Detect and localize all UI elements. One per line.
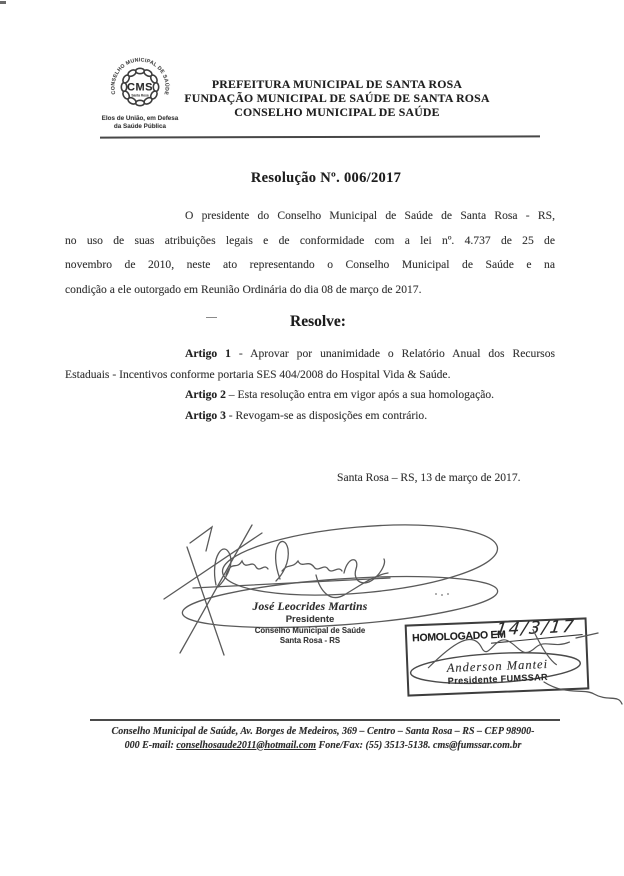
signer-name: José Leocrides Martins	[252, 601, 368, 613]
logo-tagline-line1: Elos de União, em Defesa	[101, 115, 179, 122]
signer-org: Conselho Municipal de Saúde	[254, 626, 366, 635]
stamp-signer-role: Presidente FUMSSAR	[447, 671, 549, 686]
article-2-line	[65, 385, 555, 406]
letterhead	[137, 77, 537, 120]
letterhead-line1: PREFEITURA MUNICIPAL DE SANTA ROSA	[211, 77, 463, 91]
stamp-label: HOMOLOGADO EM	[411, 628, 506, 645]
footer-divider	[90, 719, 560, 721]
logo-tagline-line2: da Saúde Pública	[113, 123, 167, 130]
articles-section	[65, 344, 555, 426]
article-3-label: Artigo 3	[185, 408, 226, 422]
footer-email-prefix: 000 E-mail:	[124, 739, 177, 751]
footer-line1: Conselho Municipal de Saúde, Av. Borges de Medeiros, 369 – Centro – Santa Rosa – RS – CEP 98900-	[111, 726, 535, 737]
logo-cms-text: CMS	[127, 81, 153, 94]
signature-block	[195, 601, 425, 645]
stamp-signer-name: Anderson Mantei	[446, 656, 549, 676]
place-date-line: Santa Rosa – RS, 13 de março de 2017.	[337, 471, 521, 484]
footer-address	[68, 725, 578, 752]
preamble-paragraph	[65, 204, 555, 302]
article-1-text: - Aprovar por unanimidade o Relatório Anual dos Recursos	[230, 347, 556, 360]
article-1-line2: Estaduais - Incentivos conforme portaria SES 404/2008 do Hospital Vida & Saúde.	[65, 367, 451, 381]
article-3-text: - Revogam-se as disposições em contrário.	[225, 408, 428, 422]
letterhead-line3: CONSELHO MUNICIPAL DE SAÚDE	[234, 105, 440, 120]
preamble-line: condição a ele outorgado em Reunião Ordinária do dia 08 de março de 2017.	[65, 282, 422, 296]
logo-city-text: Santa Rosa	[131, 93, 149, 98]
header-divider	[100, 135, 540, 138]
preamble-line: novembro de 2010, neste ato representando o Conselho Municipal de Saúde e na	[65, 258, 555, 271]
letterhead-line2: FUNDAÇÃO MUNICIPAL DE SAÚDE DE SANTA ROSA	[184, 91, 490, 106]
article-1-label: Artigo 1	[185, 347, 231, 360]
article-2-text: – Esta resolução entra em vigor após a sua homologação.	[225, 388, 495, 402]
signer-city: Santa Rosa - RS	[279, 636, 341, 645]
stamp-pen-tail	[538, 612, 624, 717]
preamble-line: O presidente do Conselho Municipal de Saúde de Santa Rosa - RS,	[185, 209, 555, 222]
footer-email2: cms@fumssar.com.br	[433, 739, 522, 751]
footer-email-link: conselhosaude2011@hotmail.com	[176, 739, 317, 751]
resolve-heading: Resolve:	[290, 313, 346, 330]
resolution-title: Resolução Nº. 006/2017	[250, 170, 402, 186]
stamp-handwritten-date: 14/3/17	[494, 616, 577, 641]
article-2-label: Artigo 2	[185, 388, 226, 402]
article-1-line1	[65, 344, 555, 365]
preamble-line: no uso de suas atribuições legais e de conformidade com a lei nº. 4.737 de 25 de	[65, 233, 555, 247]
article-3-line	[65, 406, 555, 427]
logo-ring-text: CONSELHO MUNICIPAL DE SAÚDE	[110, 57, 170, 96]
signer-role: Presidente	[285, 614, 335, 625]
footer-line2	[68, 739, 578, 753]
scan-artifact	[0, 1, 6, 4]
footer-phone: Fone/Fax: (55) 3513-5138.	[316, 739, 433, 751]
